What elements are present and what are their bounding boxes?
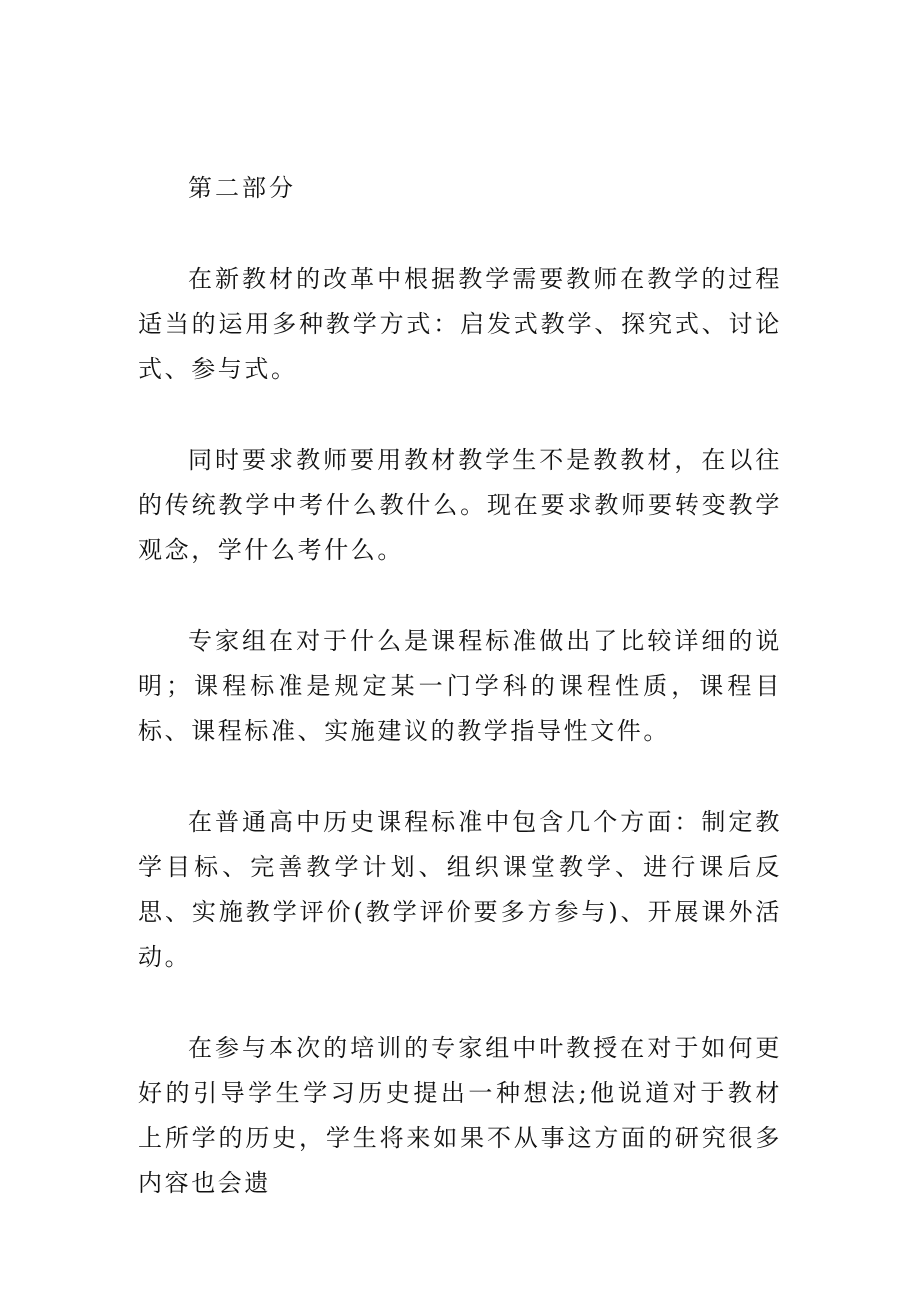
paragraph-history-standard: 在普通高中历史课程标准中包含几个方面：制定教学目标、完善教学计划、组织课堂教学、进行课后反思、实施教学评价(教学评价要多方参与)、开展课外活动。 [138, 808, 782, 971]
paragraph-teaching-concept: 同时要求教师要用教材教学生不是教教材，在以往的传统教学中考什么教什么。现在要求教师要转变教学观念，学什么考什么。 [138, 446, 782, 564]
section-heading: 第二部分 [188, 174, 296, 202]
paragraph-teaching-methods: 在新教材的改革中根据教学需要教师在教学的过程适当的运用多种教学方式：启发式教学、探究式、讨论式、参与式。 [138, 265, 782, 383]
paragraph-expert-view: 在参与本次的培训的专家组中叶教授在对于如何更好的引导学生学习历史提出一种想法;他说道对于教材上所学的历史，学生将来如果不从事这方面的研究很多内容也会遗 [138, 1034, 782, 1197]
paragraph-curriculum-standard: 专家组在对于什么是课程标准做出了比较详细的说明；课程标准是规定某一门学科的课程性质，课程目标、课程标准、实施建议的教学指导性文件。 [138, 627, 782, 745]
